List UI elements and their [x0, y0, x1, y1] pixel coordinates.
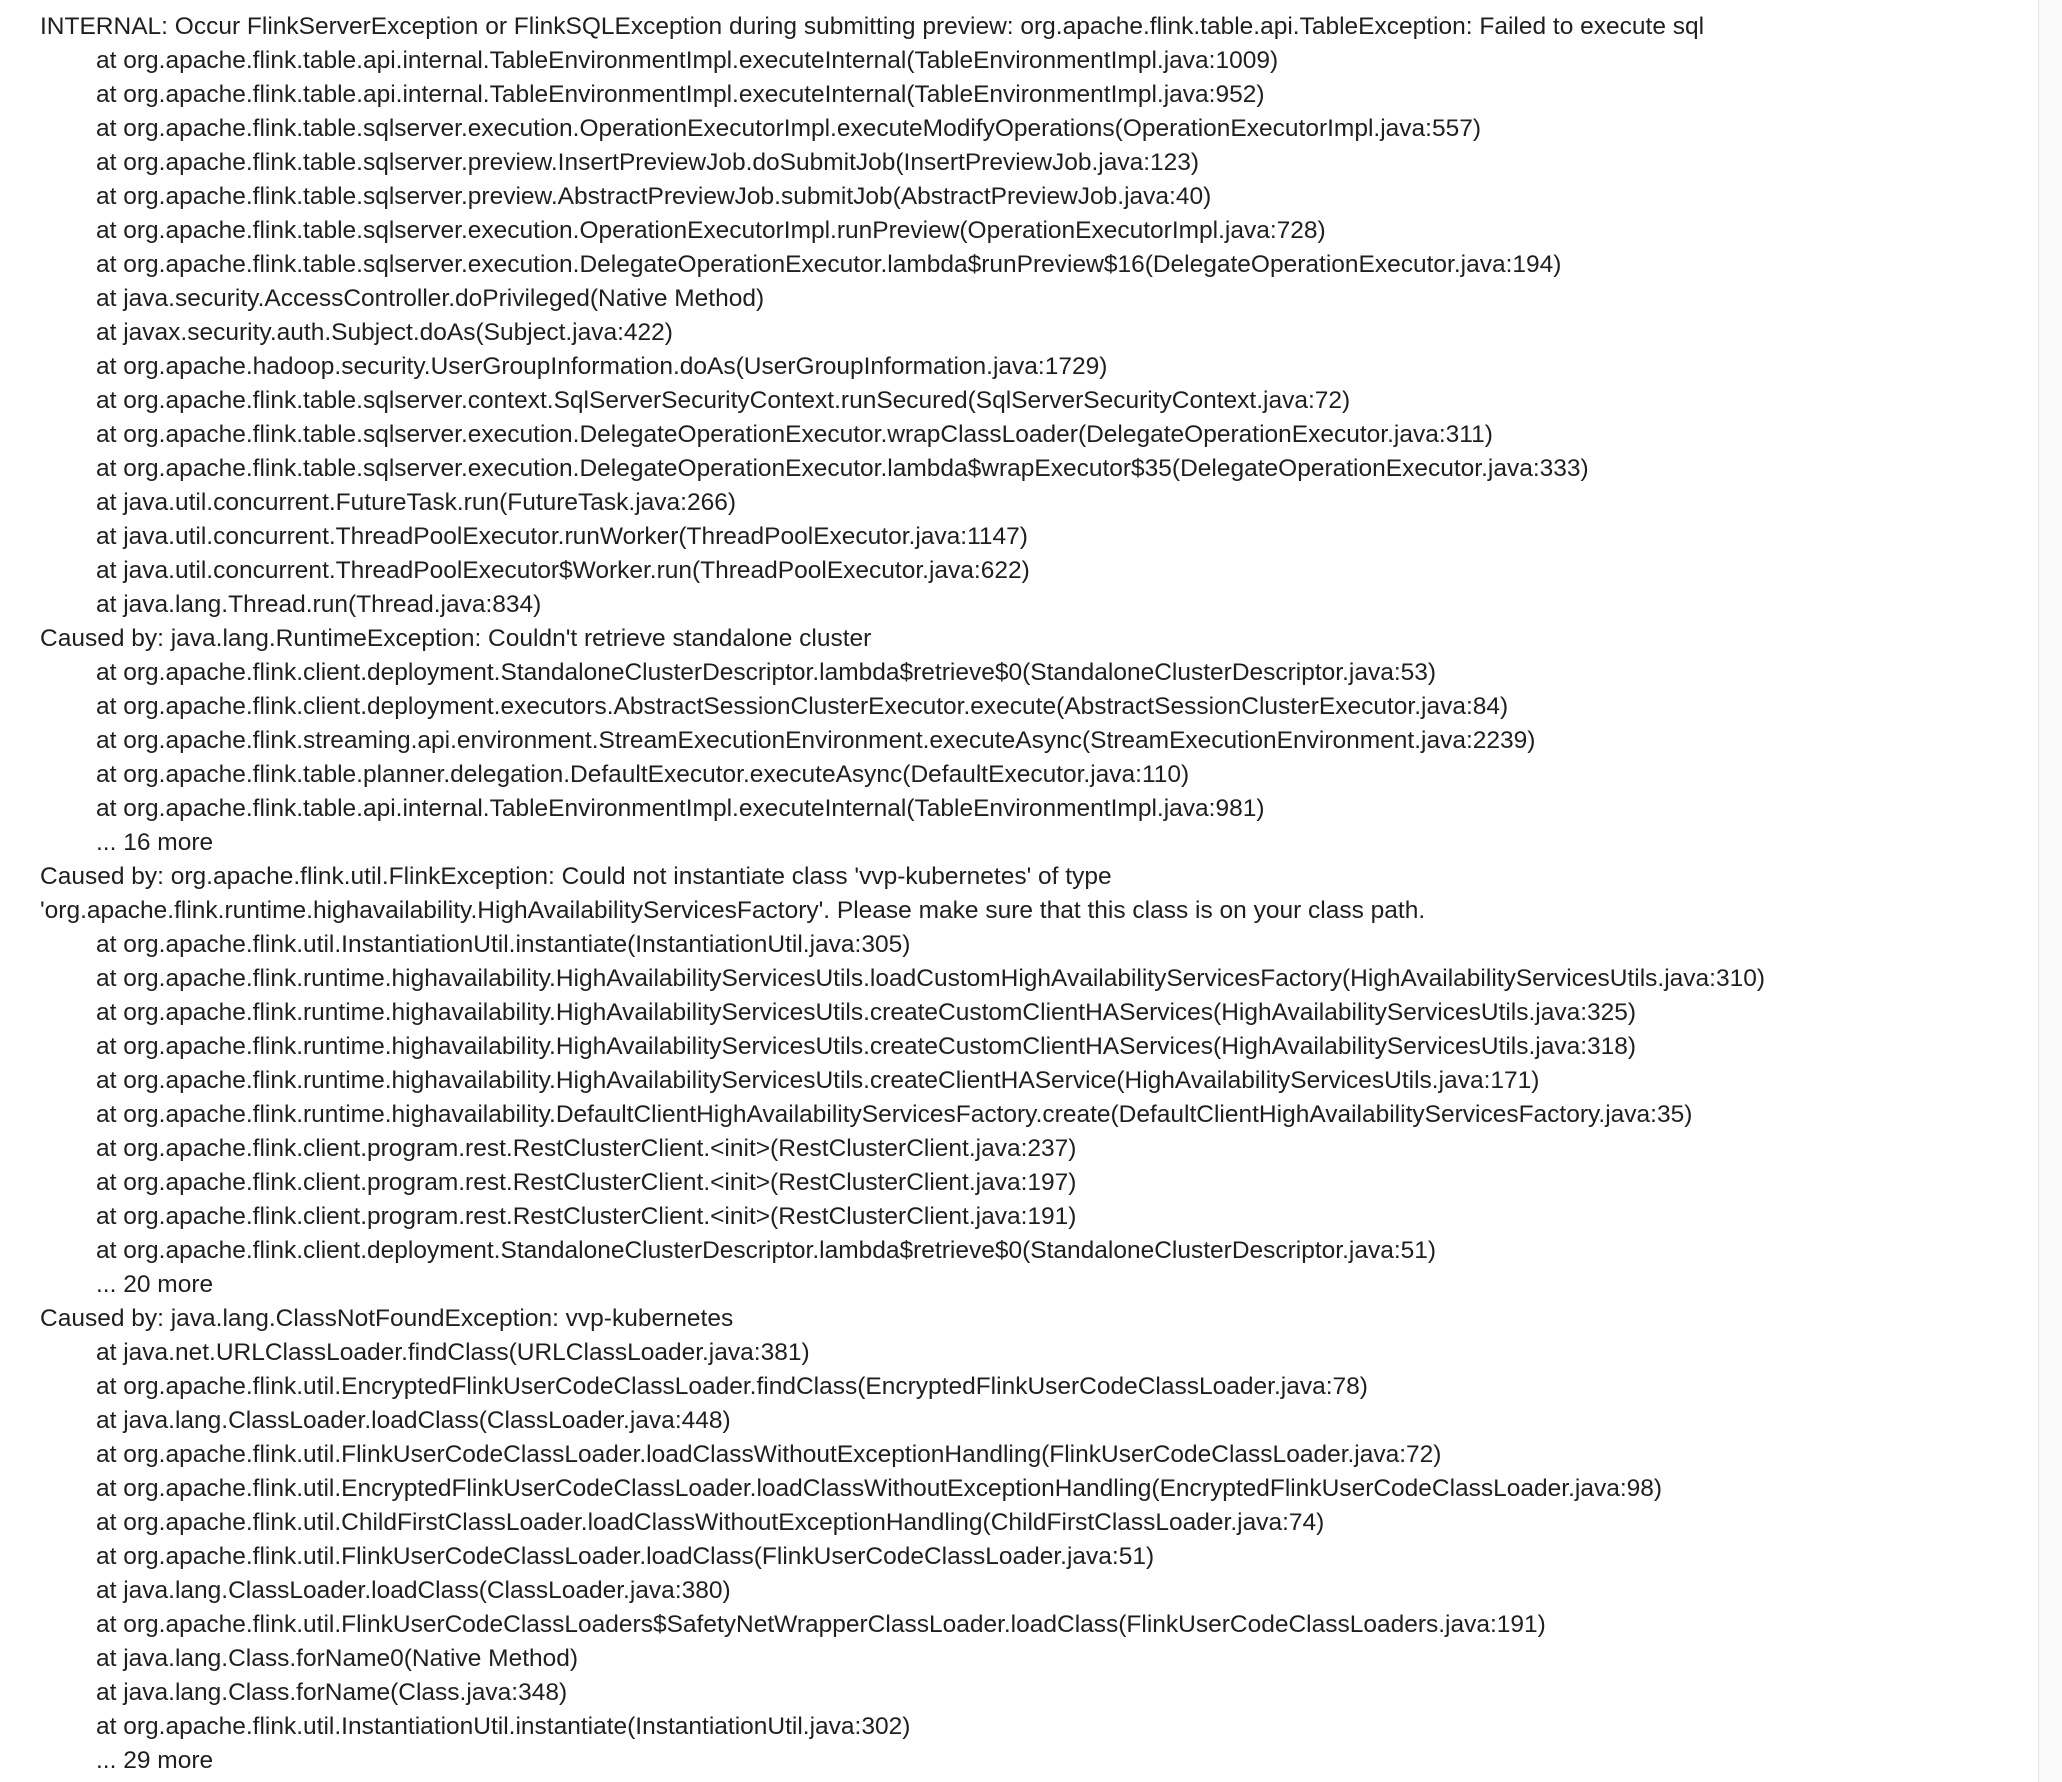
stack-frame-line: at org.apache.flink.client.program.rest.RestClusterClient.<init>(RestClusterClient.java:197) — [96, 1169, 1077, 1196]
omitted-frames-line: ... 20 more — [96, 1271, 214, 1298]
stack-frame-line: at org.apache.flink.client.program.rest.RestClusterClient.<init>(RestClusterClient.java:237) — [96, 1135, 1077, 1162]
stack-frame-line: at org.apache.flink.runtime.highavailability.DefaultClientHighAvailabilityServicesFactory.create(DefaultClientHighAvailabilityServicesFactory.java:35) — [96, 1101, 1693, 1128]
stack-frame-line: at org.apache.flink.runtime.highavailability.HighAvailabilityServicesUtils.createCustomClientHAServices(HighAvailabilityServicesUtils.java:318) — [96, 1033, 1637, 1060]
stack-frame-line: at java.net.URLClassLoader.findClass(URLClassLoader.java:381) — [96, 1339, 810, 1366]
stack-frame-line: at org.apache.hadoop.security.UserGroupInformation.doAs(UserGroupInformation.java:1729) — [96, 353, 1108, 380]
stack-frame-line: at java.util.concurrent.FutureTask.run(FutureTask.java:266) — [96, 489, 737, 516]
stack-frame-line: at org.apache.flink.table.sqlserver.context.SqlServerSecurityContext.runSecured(SqlServerSecurityContext.java:72) — [96, 387, 1351, 414]
stack-frame-line: at org.apache.flink.client.deployment.executors.AbstractSessionClusterExecutor.execute(AbstractSessionClusterExecutor.java:84) — [96, 693, 1509, 720]
stack-frame-line: at org.apache.flink.util.ChildFirstClassLoader.loadClassWithoutExceptionHandling(ChildFirstClassLoader.java:74) — [96, 1509, 1325, 1536]
stack-frame-line: at org.apache.flink.table.api.internal.TableEnvironmentImpl.executeInternal(TableEnvironmentImpl.java:981) — [96, 795, 1265, 822]
stack-frame-line: at org.apache.flink.runtime.highavailability.HighAvailabilityServicesUtils.createClientHAService(HighAvailabilityServicesUtils.java:171) — [96, 1067, 1540, 1094]
stack-frame-line: at org.apache.flink.client.deployment.StandaloneClusterDescriptor.lambda$retrieve$0(StandaloneClusterDescriptor.java:53) — [96, 659, 1437, 686]
stack-frame-line: at org.apache.flink.util.FlinkUserCodeClassLoader.loadClassWithoutExceptionHandling(FlinkUserCodeClassLoader.java:72) — [96, 1441, 1442, 1468]
exception-header-line: Caused by: java.lang.ClassNotFoundException: vvp-kubernetes — [40, 1305, 734, 1332]
stack-frame-line: at org.apache.flink.util.InstantiationUtil.instantiate(InstantiationUtil.java:302) — [96, 1713, 911, 1740]
stack-frame-line: at org.apache.flink.table.sqlserver.execution.DelegateOperationExecutor.lambda$wrapExecutor$35(DelegateOperationExecutor.java:333) — [96, 455, 1589, 482]
stack-frame-line: at org.apache.flink.util.EncryptedFlinkUserCodeClassLoader.loadClassWithoutExceptionHandling(EncryptedFlinkUserCodeClassLoader.java:98) — [96, 1475, 1663, 1502]
stack-frame-line: at java.lang.Class.forName0(Native Method) — [96, 1645, 579, 1672]
stack-frame-line: at java.security.AccessController.doPrivileged(Native Method) — [96, 285, 765, 312]
stack-frame-line: at org.apache.flink.table.sqlserver.execution.OperationExecutorImpl.runPreview(OperationExecutorImpl.java:728) — [96, 217, 1326, 244]
stack-frame-line: at org.apache.flink.util.InstantiationUtil.instantiate(InstantiationUtil.java:305) — [96, 931, 911, 958]
stack-frame-line: at org.apache.flink.table.sqlserver.execution.OperationExecutorImpl.executeModifyOperations(OperationExecutorImpl.java:557) — [96, 115, 1481, 142]
stack-frame-line: at java.util.concurrent.ThreadPoolExecutor.runWorker(ThreadPoolExecutor.java:1147) — [96, 523, 1028, 550]
exception-header-line: Caused by: java.lang.RuntimeException: Couldn't retrieve standalone cluster — [40, 625, 872, 652]
stack-frame-line: at org.apache.flink.client.deployment.StandaloneClusterDescriptor.lambda$retrieve$0(StandaloneClusterDescriptor.java:51) — [96, 1237, 1437, 1264]
omitted-frames-line: ... 16 more — [96, 829, 214, 856]
stack-frame-line: at org.apache.flink.table.api.internal.TableEnvironmentImpl.executeInternal(TableEnvironmentImpl.java:1009) — [96, 47, 1279, 74]
stack-frame-line: at javax.security.auth.Subject.doAs(Subject.java:422) — [96, 319, 673, 346]
stack-frame-line: at org.apache.flink.client.program.rest.RestClusterClient.<init>(RestClusterClient.java:191) — [96, 1203, 1077, 1230]
stack-frame-line: at org.apache.flink.util.FlinkUserCodeClassLoader.loadClass(FlinkUserCodeClassLoader.java:51) — [96, 1543, 1155, 1570]
stack-frame-line: at org.apache.flink.streaming.api.environment.StreamExecutionEnvironment.executeAsync(StreamExecutionEnvironment.java:2239) — [96, 727, 1536, 754]
exception-message-line: 'org.apache.flink.runtime.highavailability.HighAvailabilityServicesFactory'. Please make sure that this class is on your class path. — [40, 897, 1426, 924]
stack-frame-line: at java.lang.ClassLoader.loadClass(ClassLoader.java:448) — [96, 1407, 731, 1434]
stack-frame-line: at org.apache.flink.table.sqlserver.preview.AbstractPreviewJob.submitJob(AbstractPreviewJob.java:40) — [96, 183, 1212, 210]
stack-frame-line: at org.apache.flink.table.sqlserver.preview.InsertPreviewJob.doSubmitJob(InsertPreviewJob.java:123) — [96, 149, 1200, 176]
stack-frame-line: at org.apache.flink.runtime.highavailability.HighAvailabilityServicesUtils.createCustomClientHAServices(HighAvailabilityServicesUtils.java:325) — [96, 999, 1637, 1026]
vertical-scrollbar[interactable] — [2038, 0, 2062, 1782]
stack-frame-line: at org.apache.flink.table.planner.delegation.DefaultExecutor.executeAsync(DefaultExecutor.java:110) — [96, 761, 1190, 788]
exception-header-line: INTERNAL: Occur FlinkServerException or FlinkSQLException during submitting preview: org.apache.flink.table.api.TableException: Failed to execute sql — [40, 13, 1705, 40]
stack-frame-line: at java.lang.Thread.run(Thread.java:834) — [96, 591, 542, 618]
stack-frame-line: at org.apache.flink.util.FlinkUserCodeClassLoaders$SafetyNetWrapperClassLoader.loadClass(FlinkUserCodeClassLoaders.java:191) — [96, 1611, 1546, 1638]
stack-frame-line: at org.apache.flink.table.sqlserver.execution.DelegateOperationExecutor.lambda$runPreview$16(DelegateOperationExecutor.java:194) — [96, 251, 1562, 278]
stack-frame-line: at org.apache.flink.table.sqlserver.execution.DelegateOperationExecutor.wrapClassLoader(DelegateOperationExecutor.java:311) — [96, 421, 1493, 448]
stack-frame-line: at java.lang.Class.forName(Class.java:348) — [96, 1679, 568, 1706]
stack-frame-line: at org.apache.flink.runtime.highavailability.HighAvailabilityServicesUtils.loadCustomHighAvailabilityServicesFactory(HighAvailabilityServicesUtils.java:310) — [96, 965, 1765, 992]
exception-header-line: Caused by: org.apache.flink.util.FlinkException: Could not instantiate class 'vvp-kubernetes' of type — [40, 863, 1112, 890]
stack-frame-line: at org.apache.flink.util.EncryptedFlinkUserCodeClassLoader.findClass(EncryptedFlinkUserCodeClassLoader.java:78) — [96, 1373, 1368, 1400]
omitted-frames-line: ... 29 more — [96, 1747, 214, 1774]
stack-frame-line: at java.util.concurrent.ThreadPoolExecutor$Worker.run(ThreadPoolExecutor.java:622) — [96, 557, 1030, 584]
stack-frame-line: at java.lang.ClassLoader.loadClass(ClassLoader.java:380) — [96, 1577, 731, 1604]
stack-frame-line: at org.apache.flink.table.api.internal.TableEnvironmentImpl.executeInternal(TableEnvironmentImpl.java:952) — [96, 81, 1265, 108]
